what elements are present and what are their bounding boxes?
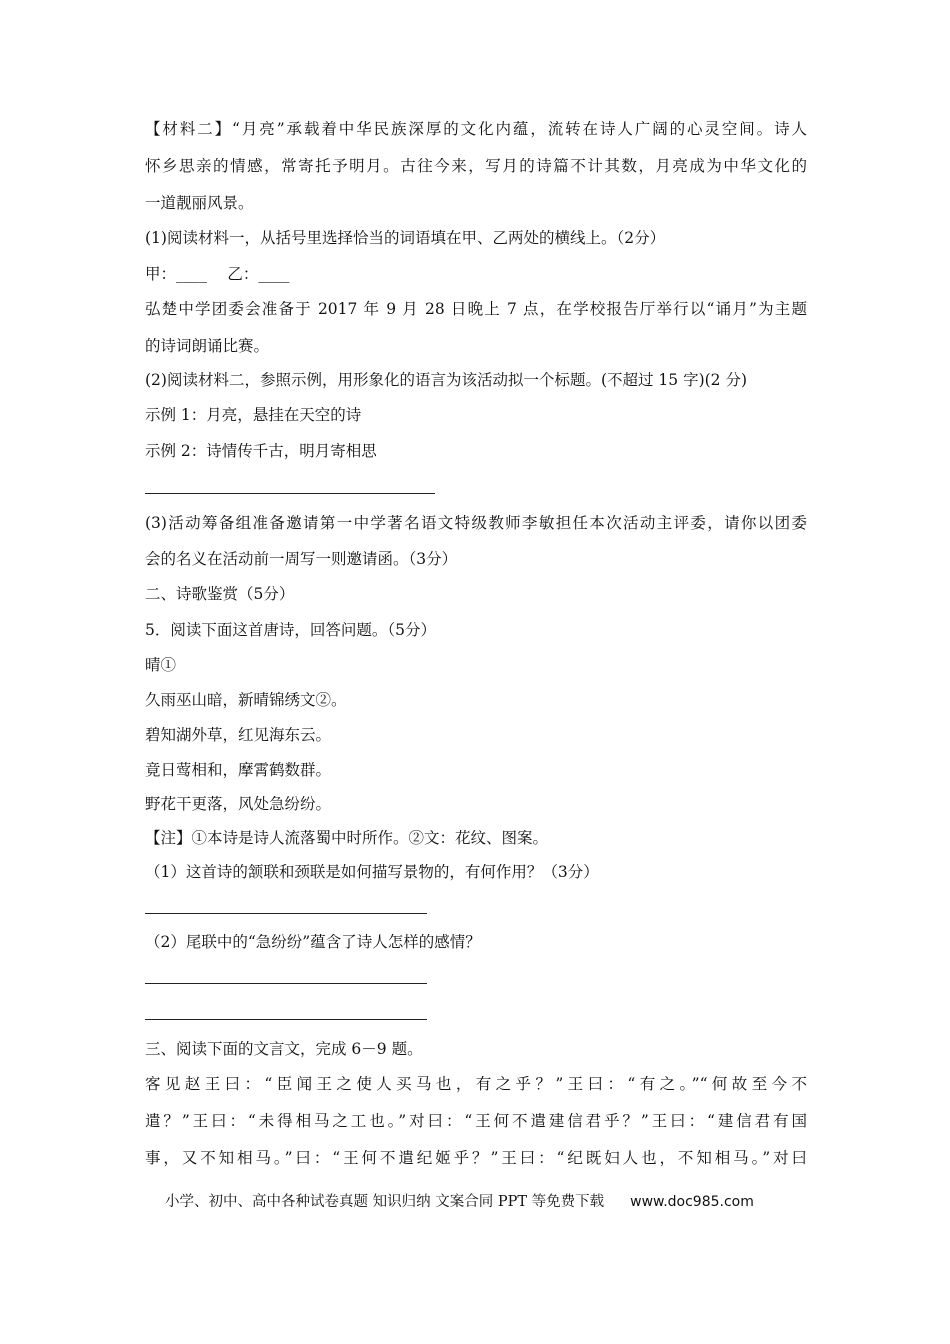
question-3-line-2: 会的名义在活动前一周写一则邀请函。（3分） bbox=[145, 550, 458, 568]
section-two-heading: 二、诗歌鉴赏（5分） bbox=[145, 585, 295, 603]
poem-line-2: 碧知湖外草，红见海东云。 bbox=[145, 726, 332, 744]
page-footer bbox=[165, 1192, 754, 1212]
section-three-heading: 三、阅读下面的文言文，完成 6－9 题。 bbox=[145, 1040, 423, 1058]
classical-text-line-2: 遣？”王曰：“未得相马之工也。”对曰：“王何不遣建信君乎？”王曰：“建信君有国 bbox=[145, 1112, 807, 1130]
material-two-line-2: 怀乡思亲的情感，常寄托予明月。古往今来，写月的诗篇不计其数，月亮成为中华文化的 bbox=[145, 157, 807, 175]
footer-url[interactable]: www.doc985.com bbox=[630, 1194, 754, 1210]
poem-question-2: （2）尾联中的“急纷纷”蕴含了诗人怎样的感情？ bbox=[145, 933, 481, 951]
event-notice-line-2: 的诗词朗诵比赛。 bbox=[145, 337, 270, 355]
classical-text-line-3: 事，又不知相马。”曰：“王何不遣纪姬乎？”王曰：“纪既妇人也，不知相马。”对曰 bbox=[145, 1149, 807, 1167]
answer-blanks-jia-yi: 甲：____ 乙：____ bbox=[145, 265, 290, 283]
poem-line-4: 野花干更落，风处急纷纷。 bbox=[145, 795, 332, 813]
footer-text: 小学、初中、高中各种试卷真题 知识归纳 文案合同 PPT 等免费下载 bbox=[165, 1194, 605, 1210]
event-notice-line-1: 弘楚中学团委会准备于 2017 年 9 月 28 日晚上 7 点，在学校报告厅举行以“诵月”为主题 bbox=[145, 300, 807, 318]
question-5: 5．阅读下面这首唐诗，回答问题。（5分） bbox=[145, 621, 436, 639]
answer-line bbox=[145, 1019, 427, 1020]
classical-text-line-1: 客见赵王曰：“臣闻王之使人买马也，有之乎？”王曰：“有之。”“何故至今不 bbox=[145, 1075, 807, 1093]
example-1: 示例 1：月亮，悬挂在天空的诗 bbox=[145, 406, 362, 424]
material-two-line-1: 【材料二】“月亮”承载着中华民族深厚的文化内蕴，流转在诗人广阔的心灵空间。诗人 bbox=[145, 120, 807, 138]
poem-title: 晴① bbox=[145, 656, 177, 674]
answer-line bbox=[145, 983, 427, 984]
poem-question-1: （1）这首诗的颔联和颈联是如何描写景物的，有何作用？（3分） bbox=[145, 863, 599, 881]
material-two-line-3: 一道靓丽风景。 bbox=[145, 194, 254, 212]
question-3-line-1: (3)活动筹备组准备邀请第一中学著名语文特级教师李敏担任本次活动主评委，请你以团委 bbox=[145, 514, 807, 532]
poem-line-1: 久雨巫山暗，新晴锦绣文②。 bbox=[145, 691, 347, 709]
example-2: 示例 2：诗情传千古，明月寄相思 bbox=[145, 442, 377, 460]
question-2: (2)阅读材料二，参照示例，用形象化的语言为该活动拟一个标题。(不超过 15 字)(2 分) bbox=[145, 371, 748, 389]
poem-note: 【注】①本诗是诗人流落蜀中时所作。②文：花纹、图案。 bbox=[145, 829, 549, 847]
question-1: (1)阅读材料一，从括号里选择恰当的词语填在甲、乙两处的横线上。（2分） bbox=[145, 229, 666, 247]
poem-line-3: 竟日莺相和，摩霄鹤数群。 bbox=[145, 761, 332, 779]
answer-line bbox=[145, 913, 427, 914]
answer-line bbox=[145, 493, 435, 494]
